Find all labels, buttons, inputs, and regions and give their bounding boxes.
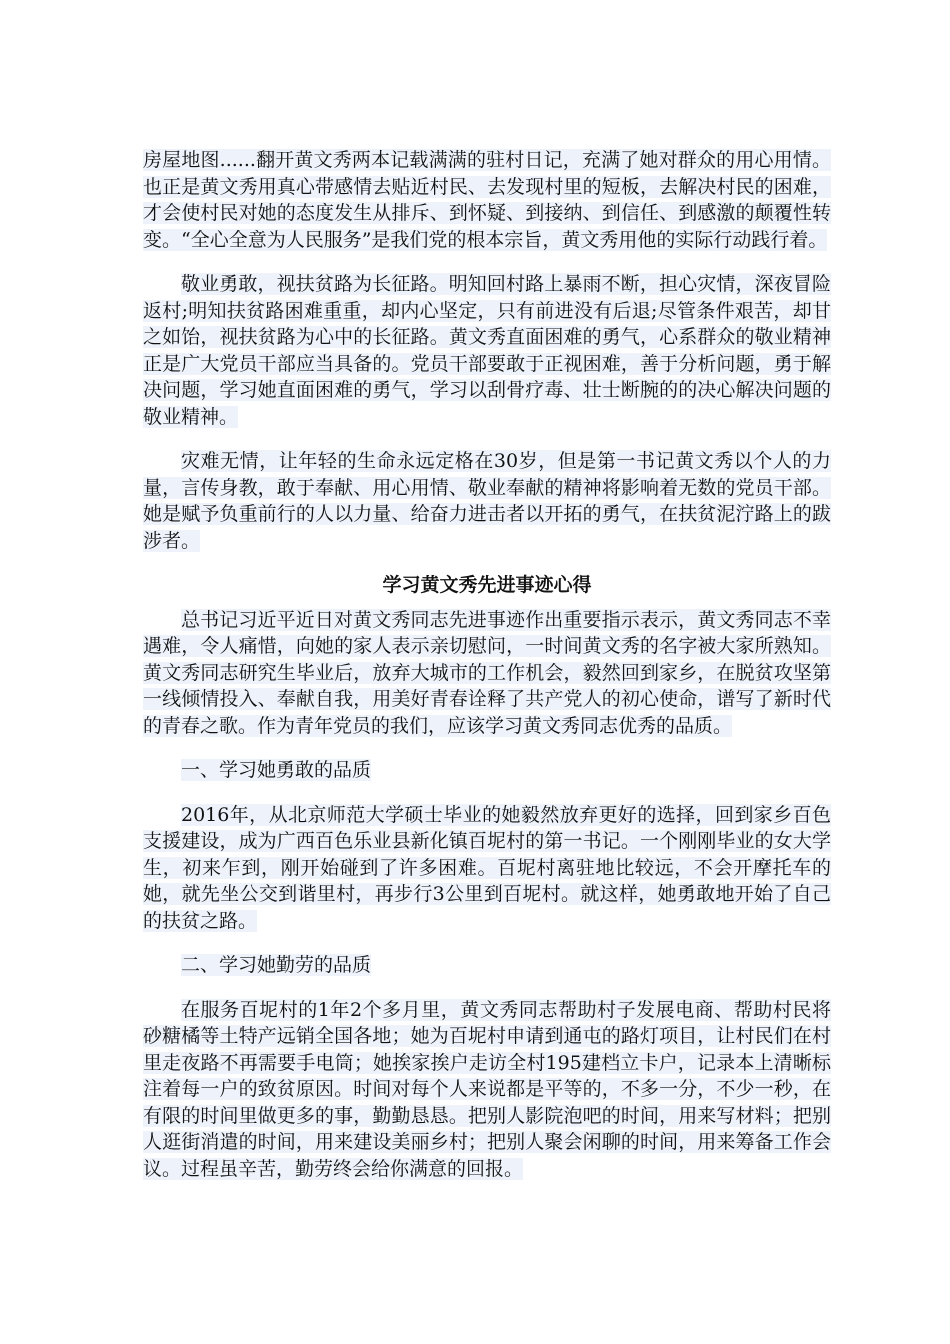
paragraph-top-3 xyxy=(143,448,831,554)
section-title: 学习黄文秀先进事迹心得 xyxy=(382,574,592,596)
paragraph-text: 2016年，从北京师范大学硕士毕业的她毅然放弃更好的选择，回到家乡百色支援建设，成为广西百色乐业县新化镇百坭村的第一书记。一个刚刚毕业的女大学生，初来乍到，刚开始碰到了许多困难。百坭村离驻地比较远，不会开摩托车的她，就先坐公交到谐里村，再步行3公里到百坭村。就这样，她勇敢地开始了自己的扶贫之路。 xyxy=(143,803,831,932)
heading-brave xyxy=(143,757,831,784)
paragraph-text: 敬业勇敢，视扶贫路为长征路。明知回村路上暴雨不断，担心灾情，深夜冒险返村;明知扶贫路困难重重，却内心坚定，只有前进没有后退;尽管条件艰苦，却甘之如饴，视扶贫路为心中的长征路。黄文秀直面困难的勇气，心系群众的敬业精神正是广大党员干部应当具备的。党员干部要敢于正视困难，善于分析问题，勇于解决问题，学习她直面困难的勇气，学习以刮骨疗毒、壮士断腕的的决心解决问题的敬业精神。 xyxy=(143,273,831,428)
paragraph-top-2 xyxy=(143,271,831,430)
intro-paragraph xyxy=(143,607,831,740)
heading-diligent xyxy=(143,952,831,979)
heading-text: 二、学习她勤劳的品质 xyxy=(181,954,372,976)
paragraph-text: 总书记习近平近日对黄文秀同志先进事迹作出重要指示表示，黄文秀同志不幸遇难，令人痛惜，向她的家人表示亲切慰问，一时间黄文秀的名字被大家所熟知。黄文秀同志研究生毕业后，放弃大城市的工作机会，毅然回到家乡，在脱贫攻坚第一线倾情投入、奉献自我，用美好青春诠释了共产党人的初心使命，谱写了新时代的青春之歌。作为青年党员的我们，应该学习黄文秀同志优秀的品质。 xyxy=(143,608,831,737)
paragraph-text: 灾难无情，让年轻的生命永远定格在30岁，但是第一书记黄文秀以个人的力量，言传身教，敢于奉献、用心用情、敬业奉献的精神将影响着无数的党员干部。她是赋予负重前行的人以力量、给奋力进击者以开拓的勇气，在扶贫泥泞路上的跋涉者。 xyxy=(143,450,831,552)
paragraph-text: 房屋地图......翻开黄文秀两本记载满满的驻村日记，充满了她对群众的用心用情。也正是黄文秀用真心带感情去贴近村民、去发现村里的短板，去解决村民的困难，才会使村民对她的态度发生从排斥、到怀疑、到接纳、到信任、到感激的颠覆性转变。“全心全意为人民服务”是我们党的根本宗旨，黄文秀用他的实际行动践行着。 xyxy=(143,149,831,251)
paragraph-top-1 xyxy=(143,147,831,253)
heading-text: 一、学习她勇敢的品质 xyxy=(181,759,372,781)
paragraph-text: 在服务百坭村的1年2个多月里，黄文秀同志帮助村子发展电商、帮助村民将砂糖橘等土特产远销全国各地；她为百坭村申请到通屯的路灯项目，让村民们在村里走夜路不再需要手电筒；她挨家挨户走访全村195建档立卡户，记录本上清晰标注着每一户的致贫原因。时间对每个人来说都是平等的，不多一分，不少一秒，在有限的时间里做更多的事，勤勤恳恳。把别人影院泡吧的时间，用来写材料；把别人逛街消遣的时间，用来建设美丽乡村；把别人聚会闲聊的时间，用来筹备工作会议。过程虽辛苦，勤劳终会给你满意的回报。 xyxy=(143,998,831,1180)
paragraph-diligent xyxy=(143,997,831,1183)
paragraph-brave xyxy=(143,802,831,935)
document-page xyxy=(143,147,831,1200)
